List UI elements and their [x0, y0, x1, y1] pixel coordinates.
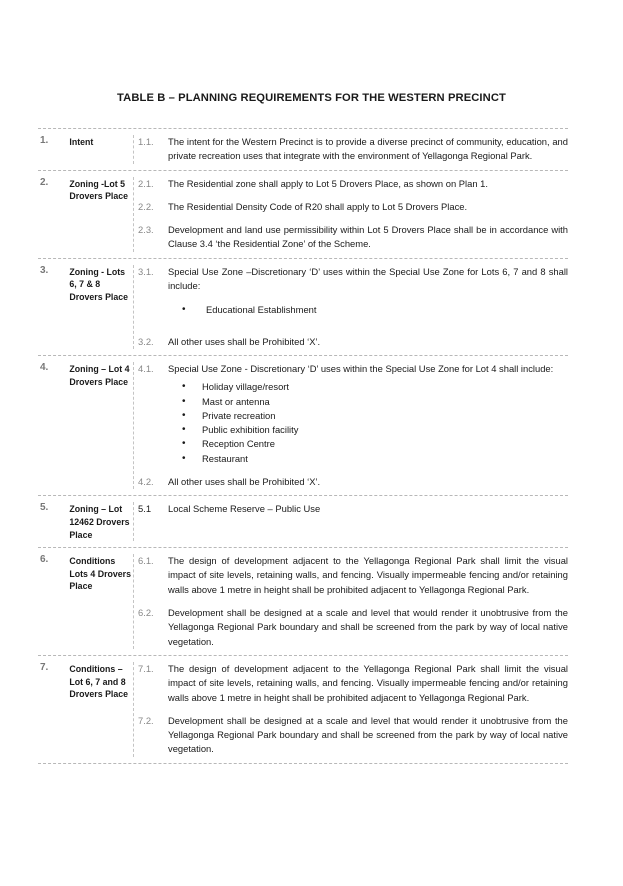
row-content-cell: [134, 177, 568, 252]
list-item: • Restaurant: [168, 452, 568, 466]
list-item: • Holiday village/resort: [168, 380, 568, 394]
clause-number: 4.2.: [138, 476, 154, 488]
clause-text: The design of development adjacent to the Yellagonga Regional Park shall limit the visual impact of site levels, retaining walls, and fencing. Visually impermeable fencing and/or retaining walls above 1 metre in height shall be prohibited adjacent to Yellagonga Regional Park.: [168, 555, 568, 595]
row-number: 3.: [40, 264, 49, 276]
table-row: [38, 170, 568, 258]
row-heading: Intent: [69, 137, 94, 147]
list-item: • Mast or antenna: [168, 395, 568, 409]
row-label-cell: [38, 135, 134, 164]
clause-text: All other uses shall be Prohibited ‘X’.: [168, 476, 321, 488]
list-item: • Private recreation: [168, 409, 568, 423]
clause-number: 7.1.: [138, 662, 154, 674]
table-row: [38, 258, 568, 355]
clause: [138, 362, 568, 466]
clause-text: Special Use Zone –Discretionary ‘D’ uses within the Special Use Zone for Lots 6, 7 and 8 shall include: • Educational Establishment: [168, 265, 568, 326]
clause-text: The design of development adjacent to the Yellagonga Regional Park shall limit the visual impact of site levels, retaining walls, and fencing. Visually impermeable fencing and/or retaining walls above 1 metre in height shall be prohibited adjacent to Yellagonga Regional Park.: [168, 662, 568, 703]
row-number: 6.: [40, 554, 49, 566]
table-title: TABLE B – PLANNING REQUIREMENTS FOR THE WESTERN PRECINCT: [117, 92, 506, 104]
row-content-cell: [134, 362, 568, 489]
clause-text: Special Use Zone - Discretionary ‘D’ uses within the Special Use Zone for Lot 4 shall include: • Holiday village/resort • Mast or antenna • Private recreation • Public exhibition facility • Reception Centre • Restaurant: [168, 362, 568, 466]
row-label-cell: [38, 502, 134, 541]
clause: [138, 223, 568, 252]
clause-number: 3.1.: [138, 265, 154, 277]
row-heading: Zoning - Lots 6, 7 & 8 Drovers Place: [69, 266, 129, 302]
bullet-list: [168, 303, 568, 317]
clause-text: The Residential Density Code of R20 shall apply to Lot 5 Drovers Place.: [168, 200, 468, 212]
clause-text: Development and land use permissibility within Lot 5 Drovers Place shall be in accordance with Clause 3.4 ‘the Residential Zone’ of the Scheme.: [168, 224, 568, 250]
clause-text: Local Scheme Reserve – Public Use: [168, 503, 321, 515]
clause-number: 4.1.: [138, 362, 154, 374]
clause: [138, 606, 568, 649]
clause: [138, 135, 568, 164]
clause: [138, 335, 568, 349]
planning-requirements-table: [38, 128, 568, 764]
row-label-cell: [38, 265, 134, 349]
table-row: [38, 128, 568, 170]
clause: [138, 554, 568, 597]
row-label-cell: [38, 362, 134, 489]
list-item: • Public exhibition facility: [168, 423, 568, 437]
clause-text: Development shall be designed at a scale and level that would render it unobtrusive from the Yellagonga Regional Park boundary and shall be screened from the park by way of local native vegetation.: [168, 714, 568, 755]
row-number: 7.: [40, 661, 49, 673]
bullet-list: [168, 380, 568, 466]
row-label-cell: [38, 177, 134, 252]
clause-text: The intent for the Western Precinct is to provide a diverse precinct of community, education, and private recreation uses that integrate with the environment of Yellagonga Regional Park.: [168, 136, 568, 162]
clause-number: 1.1.: [138, 136, 154, 147]
row-heading: Conditions Lots 4 Drovers Place: [69, 556, 131, 592]
row-content-cell: [134, 662, 568, 757]
clause: [138, 177, 568, 191]
clause-number: 6.2.: [138, 607, 154, 619]
row-label-cell: [38, 662, 134, 757]
row-content-cell: [134, 502, 568, 541]
row-heading: Conditions – Lot 6, 7 and 8 Drovers Place: [69, 663, 129, 700]
row-heading: Zoning – Lot 12462 Drovers Place: [69, 504, 130, 540]
row-content-cell: [134, 135, 568, 164]
clause-number: 7.2.: [138, 714, 154, 726]
clause-text: Development shall be designed at a scale and level that would render it unobtrusive from the Yellagonga Regional Park boundary and shall be screened from the park by way of local native vegetation.: [168, 607, 568, 647]
row-content-cell: [134, 554, 568, 649]
table-row: [38, 547, 568, 655]
clause: [138, 714, 568, 757]
row-label-cell: [38, 554, 134, 649]
clause-number: 2.3.: [138, 224, 154, 236]
table-row: [38, 655, 568, 764]
clause: [138, 662, 568, 705]
clause: [138, 265, 568, 326]
list-item: • Educational Establishment: [168, 303, 568, 317]
clause-number: 2.2.: [138, 200, 154, 212]
clause-number: 2.1.: [138, 177, 154, 189]
row-number: 4.: [40, 361, 49, 373]
list-item: • Reception Centre: [168, 437, 568, 451]
row-heading: Zoning – Lot 4 Drovers Place: [69, 363, 130, 387]
table-row: [38, 355, 568, 495]
clause: [138, 502, 568, 516]
row-number: 2.: [40, 176, 49, 188]
clause: [138, 475, 568, 489]
table-row: [38, 495, 568, 547]
clause-number: 3.2.: [138, 335, 154, 347]
row-number: 5.: [40, 502, 49, 514]
row-number: 1.: [40, 135, 49, 146]
clause: [138, 200, 568, 214]
clause-number: 6.1.: [138, 555, 154, 567]
clause-number: 5.1: [138, 503, 152, 515]
clause-text: All other uses shall be Prohibited ‘X’.: [168, 335, 321, 347]
row-content-cell: [134, 265, 568, 349]
row-heading: Zoning -Lot 5 Drovers Place: [69, 178, 129, 202]
clause-text: The Residential zone shall apply to Lot 5 Drovers Place, as shown on Plan 1.: [168, 177, 488, 189]
